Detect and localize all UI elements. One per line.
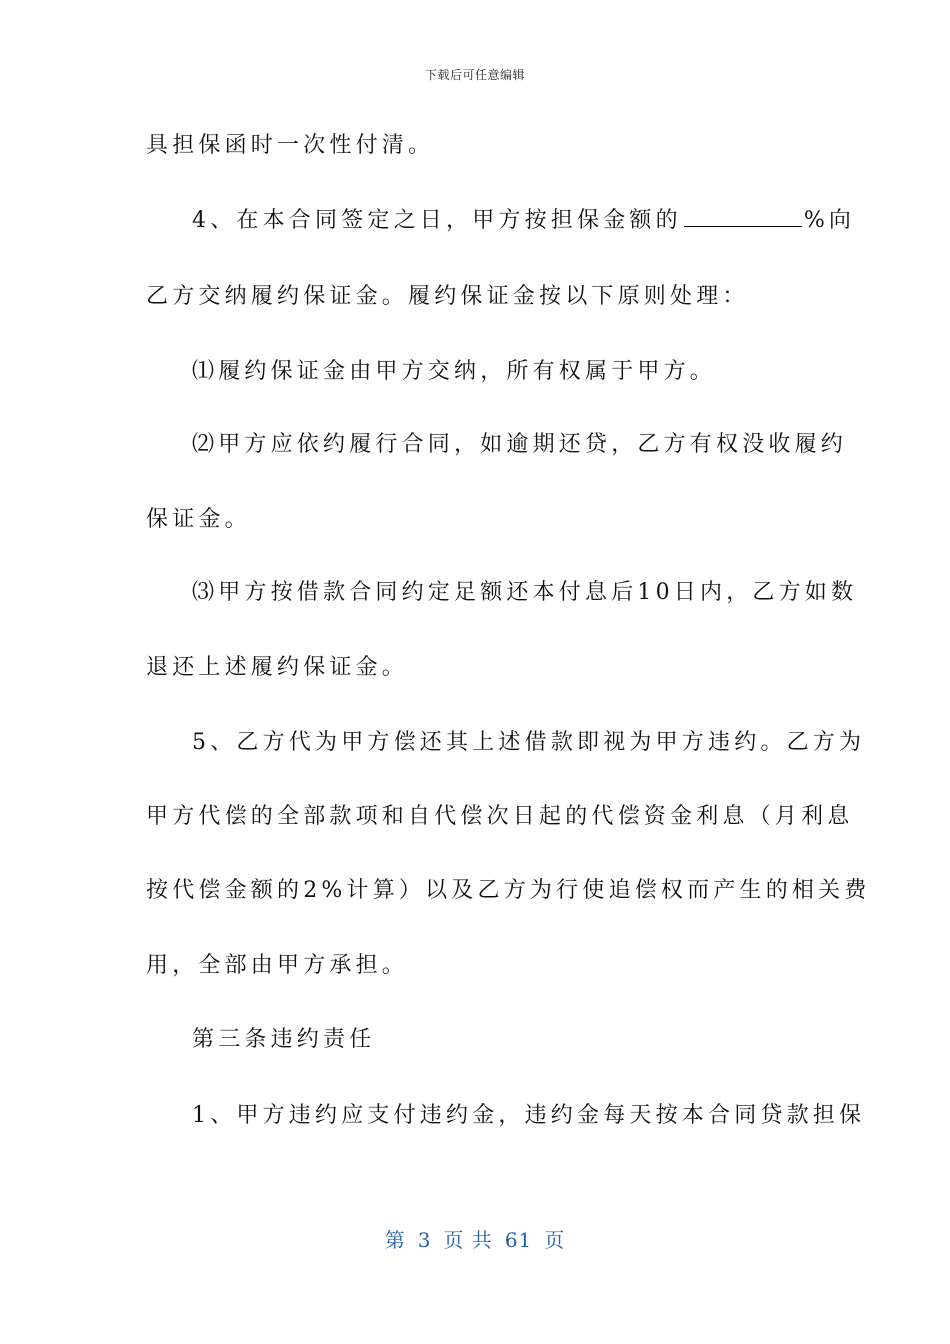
footer-page-number: 3 bbox=[417, 1228, 432, 1252]
clause-4-suffix: %向 bbox=[803, 208, 856, 233]
footer-suffix: 页 bbox=[544, 1228, 566, 1252]
page-header: 下载后可任意编辑 bbox=[424, 68, 525, 82]
paragraph-line: ⑴履约保证金由甲方交纳，所有权属于甲方。 bbox=[192, 359, 717, 384]
page-footer bbox=[0, 1224, 950, 1253]
paragraph-line: 乙方交纳履约保证金。履约保证金按以下原则处理： bbox=[146, 284, 749, 309]
footer-prefix: 第 bbox=[384, 1228, 406, 1252]
section-heading: 第三条违约责任 bbox=[192, 1027, 376, 1052]
footer-total-pages: 61 bbox=[504, 1228, 533, 1252]
paragraph-line: ⑵甲方应依约履行合同，如逾期还贷，乙方有权没收履约 bbox=[192, 432, 848, 457]
paragraph-line: 保证金。 bbox=[146, 507, 251, 532]
paragraph-line: 5、乙方代为甲方偿还其上述借款即视为甲方违约。乙方为 bbox=[192, 730, 866, 755]
paragraph-line: 甲方代偿的全部款项和自代偿次日起的代偿资金利息（月利息 bbox=[146, 804, 854, 829]
paragraph-line bbox=[192, 206, 855, 236]
paragraph-line: 1、甲方违约应支付违约金，违约金每天按本合同贷款担保 bbox=[192, 1103, 866, 1128]
clause-4-text: 4、在本合同签定之日，甲方按担保金额的 bbox=[192, 208, 682, 233]
footer-middle: 页 共 bbox=[443, 1228, 493, 1252]
paragraph-line: 具担保函时一次性付清。 bbox=[146, 133, 435, 158]
paragraph-line: ⑶甲方按借款合同约定足额还本付息后10日内，乙方如数 bbox=[192, 580, 858, 605]
paragraph-line: 退还上述履约保证金。 bbox=[146, 655, 409, 680]
paragraph-line: 用，全部由甲方承担。 bbox=[146, 953, 409, 978]
paragraph-line: 按代偿金额的2%计算）以及乙方为行使追偿权而产生的相关费 bbox=[146, 878, 871, 903]
fill-in-blank[interactable] bbox=[684, 208, 802, 227]
